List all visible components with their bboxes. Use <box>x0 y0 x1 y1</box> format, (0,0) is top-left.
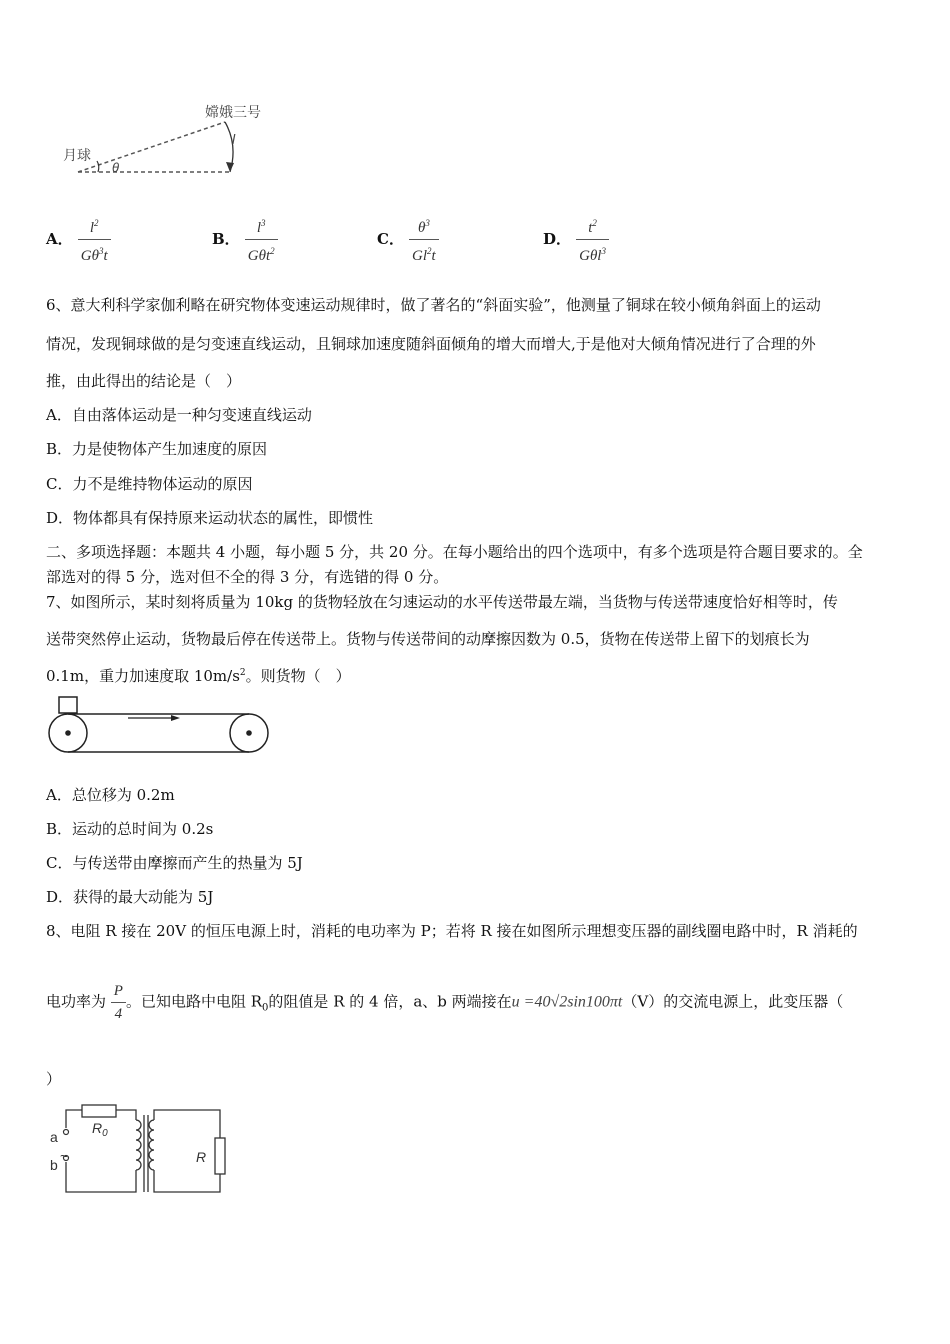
q6-option-a: A．自由落体运动是一种匀变速直线运动 <box>46 406 312 424</box>
transformer-circuit-figure <box>44 1100 244 1200</box>
q5-option-d: D． $\frac{t^2}{G\theta l^3}$ <box>543 212 609 267</box>
section2-line-2: 部选对的得 5 分，选对但不全的得 3 分，有选错的得 0 分。 <box>46 568 449 586</box>
q7-option-a: A．总位移为 0.2m <box>46 786 175 804</box>
q7-option-c: C．与传送带由摩擦而产生的热量为 5J <box>46 854 303 872</box>
q6-option-b: B．力是使物体产生加速度的原因 <box>46 440 268 458</box>
label-a: a <box>50 1129 58 1145</box>
q8-line-2: 电功率为 $\frac{P}{4}$ 。已知电路中电阻 $R_0$的阻值是 R 的 4 倍，a、b 两端接在u =40√2sin100πt（V）的交流电源上，此变压器（ <box>46 980 843 1025</box>
angle-arc <box>97 161 99 172</box>
label-r: R <box>196 1149 207 1165</box>
q5-option-b: B． $\frac{l^3}{G\theta t^2}$ <box>212 212 278 267</box>
sightline <box>78 122 225 172</box>
q8-line-1: 8、电阻 R 接在 20V 的恒压电源上时，消耗的电功率为 P；若将 R 接在如图所示理想变压器的副线圈电路中时，R 消耗的 <box>46 922 858 940</box>
cargo-box <box>59 697 77 713</box>
secondary-coil <box>149 1120 154 1170</box>
primary-coil <box>136 1120 141 1170</box>
ac-source-symbol: ~ <box>60 1148 69 1164</box>
voltage-formula: u =40√2sin100πt <box>511 993 623 1011</box>
fraction: $\frac{l^3}{G\theta t^2}$ <box>245 212 278 267</box>
resistor-r <box>215 1138 225 1174</box>
fraction: $\frac{t^2}{G\theta l^3}$ <box>576 212 609 267</box>
label-moon: 月球 <box>63 147 91 163</box>
q6-option-c: C．力不是维持物体运动的原因 <box>46 475 253 493</box>
q6-line-3: 推，由此得出的结论是（ ） <box>46 372 242 390</box>
section2-line-1: 二、多项选择题：本题共 4 小题，每小题 5 分，共 20 分。在每小题给出的四个选项中，有多个选项是符合题目要求的。全 <box>46 543 863 561</box>
fraction-p-over-4: $\frac{P}{4}$ <box>111 980 126 1025</box>
q7-line-1: 7、如图所示，某时刻将质量为 10kg 的货物轻放在匀速运动的水平传送带最左端，当货物与传送带速度恰好相等时，传 <box>46 593 838 611</box>
fraction: $\frac{\theta^3}{Gl^2t}$ <box>409 212 439 267</box>
q6-option-d: D．物体都具有保持原来运动状态的属性，即惯性 <box>46 509 374 527</box>
fraction: $\frac{l^2}{G\theta^3t}$ <box>78 212 111 267</box>
q6-line-1: 6、意大利科学家伽利略在研究物体变速运动规律时，做了著名的“斜面实验”，他测量了铜球在较小倾角斜面上的运动 <box>46 296 821 314</box>
terminal-a <box>64 1130 69 1135</box>
q5-option-c: C． $\frac{\theta^3}{Gl^2t}$ <box>377 212 439 267</box>
arrow-head <box>226 162 234 172</box>
label-b: b <box>50 1157 58 1173</box>
moon-orbit-figure <box>60 100 290 180</box>
resistor-r0 <box>82 1105 116 1117</box>
q7-option-d: D．获得的最大动能为 5J <box>46 888 214 906</box>
q7-option-b: B．运动的总时间为 0.2s <box>46 820 214 838</box>
label-chang-e: 嫦娥三号 <box>205 104 261 120</box>
q5-option-a: A． $\frac{l^2}{G\theta^3t}$ <box>46 212 111 267</box>
q7-line-3: 0.1m，重力加速度取 $10m/s^2$。则货物（ ） <box>46 667 351 685</box>
q7-line-2: 送带突然停止运动，货物最后停在传送带上。货物与传送带间的动摩擦因数为 0.5，货物在传送带上留下的划痕长为 <box>46 630 810 648</box>
label-theta: θ <box>112 160 120 175</box>
label-r0: $R_0$ <box>92 1120 108 1139</box>
label-l: l <box>232 131 236 147</box>
q6-line-2: 情况，发现铜球做的是匀变速直线运动，且铜球加速度随斜面倾角的增大而增大,于是他对大倾角情况进行了合理的外 <box>46 335 816 353</box>
q8-line-3: ） <box>46 1070 62 1088</box>
conveyor-belt-figure <box>46 695 276 757</box>
